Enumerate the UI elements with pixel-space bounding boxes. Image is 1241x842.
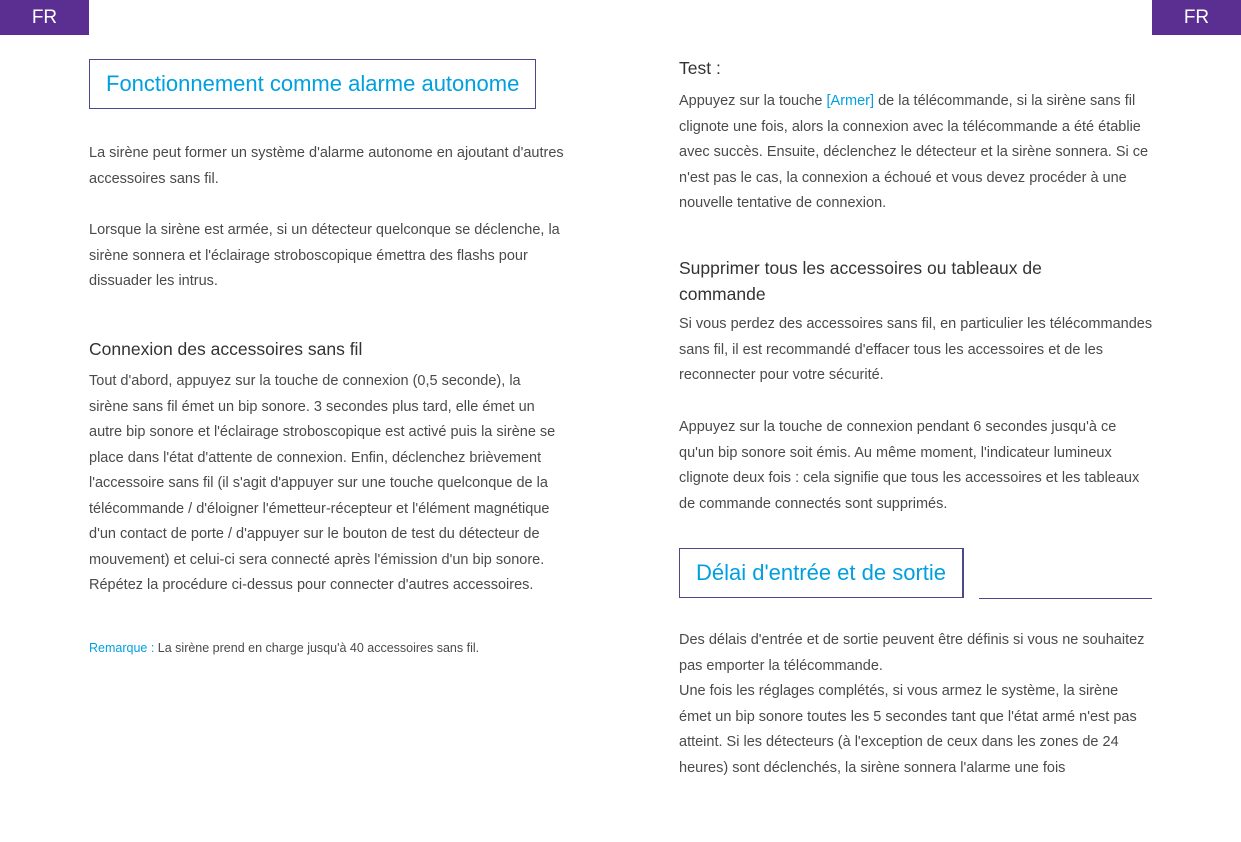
note-label: Remarque : — [89, 641, 155, 655]
test-heading: Test : — [679, 58, 721, 78]
armed-paragraph: Lorsque la sirène est armée, si un détecteur quelconque se déclenche, la sirène sonnera et l'éclairage stroboscopique émettra des flashs pour dissuader les intrus. — [89, 222, 560, 289]
intro-paragraph: La sirène peut former un système d'alarme autonome en ajoutant d'autres accessoires sans fil. — [89, 145, 564, 187]
section-title-standalone: Fonctionnement comme alarme autonome — [89, 59, 536, 109]
test-paragraph — [679, 89, 1154, 217]
connect-paragraph: Tout d'abord, appuyez sur la touche de connexion (0,5 seconde), la sirène sans fil émet un bip sonore. 3 secondes plus tard, elle émet un autre bip sonore et l'éclairage stroboscopique est activé puis la sirène se place dans l'état d'attente de connexion. Enfin, déclenchez brièvement l'accessoire sans fil (il s'agit d'appuyer sur une touche quelconque de la télécommande / d'éloigner l'émetteur-récepteur et l'élément magnétique d'un contact de porte / d'appuyer sur le bouton de test du détecteur de mouvement) et celui-ci sera connecté après l'émission d'un bip sonore. Répétez la procédure ci-dessus pour connecter d'autres accessoires. — [89, 373, 556, 593]
delay-paragraph-2: Une fois les réglages complétés, si vous armez le système, la sirène émet un bip sonore toutes les 5 secondes tant que l'état armé n'est pas atteint. Si les détecteurs (à l'exception de ceux dans les zones de 24 heures) sont déclenchés, la sirène sonnera l'alarme une fois — [679, 683, 1137, 776]
connect-heading: Connexion des accessoires sans fil — [89, 339, 363, 359]
delete-heading: Supprimer tous les accessoires ou tableaux de commande — [679, 258, 1042, 304]
arm-key-label: [Armer] — [826, 93, 875, 109]
delay-paragraph-1: Des délais d'entrée et de sortie peuvent être définis si vous ne souhaitez pas emporter la télécommande. — [679, 632, 1145, 674]
note — [89, 638, 479, 658]
test-text-post: de la télécommande, si la sirène sans fil clignote une fois, alors la connexion avec la télécommande a été établie avec succès. Ensuite, déclenchez le détecteur et la sirène sonnera. Si ce n'est pas le cas, la connexion a échoué et vous devez procéder à une nouvelle tentative de connexion. — [679, 93, 1149, 211]
section-title-delay: Délai d'entrée et de sortie — [679, 548, 964, 598]
delete-paragraph-2: Appuyez sur la touche de connexion pendant 6 secondes jusqu'à ce qu'un bip sonore soit émis. Au même moment, l'indicateur lumineux clignote deux fois : cela signifie que tous les accessoires et les tableaux de commande connectés sont supprimés. — [679, 419, 1140, 512]
delete-paragraph-1: Si vous perdez des accessoires sans fil, en particulier les télécommandes sans fil, il est recommandé d'effacer tous les accessoires et de les reconnecter pour votre sécurité. — [679, 316, 1153, 383]
note-text: La sirène prend en charge jusqu'à 40 accessoires sans fil. — [154, 641, 480, 655]
language-tab-right: FR — [1152, 0, 1241, 35]
language-tab-left: FR — [0, 0, 89, 35]
title-underline — [979, 598, 1152, 599]
test-text-pre: Appuyez sur la touche — [679, 93, 827, 109]
